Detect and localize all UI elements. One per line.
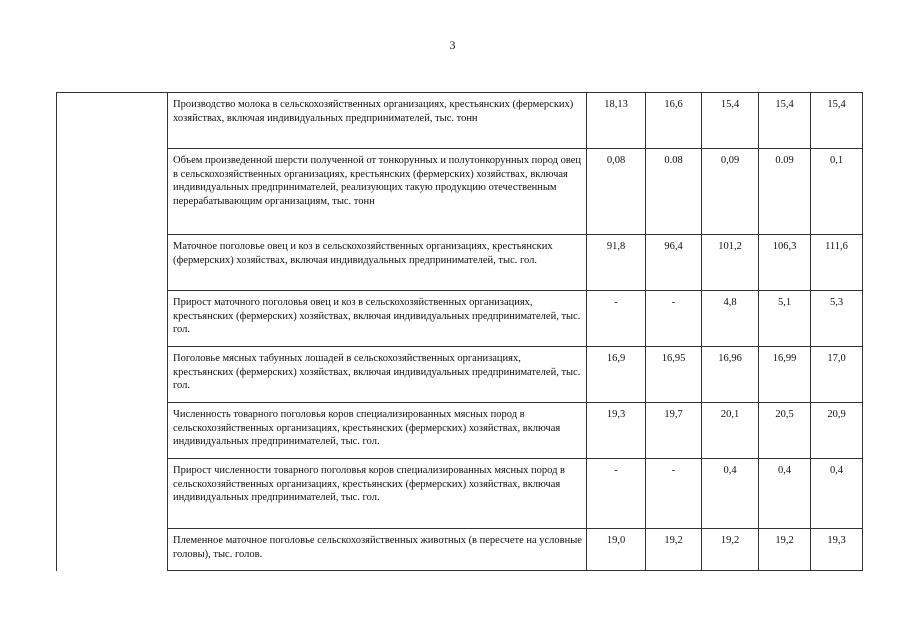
indicator-cell: Производство молока в сельскохозяйственных организациях, крестьянских (фермерских) хозяйствах, включая индивидуальных предпринимателей, тыс. тонн [168,93,587,149]
value-cell: 0.08 [646,149,702,235]
value-cell: 18,13 [587,93,646,149]
empty-left-column [57,93,168,571]
indicator-cell: Маточное поголовье овец и коз в сельскохозяйственных организациях, крестьянских (фермерских) хозяйствах, включая индивидуальных предпринимателей, тыс. гол. [168,235,587,291]
value-cell: 17,0 [811,347,863,403]
indicator-cell: Поголовье мясных табунных лошадей в сельскохозяйственных организациях, крестьянских (фермерских) хозяйствах, включая индивидуальных предпринимателей, тыс. гол. [168,347,587,403]
indicator-cell: Численность товарного поголовья коров специализированных мясных пород в сельскохозяйственных организациях, крестьянских (фермерских) хозяйствах, включая индивидуальных предпринимателей, тыс. гол. [168,403,587,459]
value-cell: 0,08 [587,149,646,235]
value-cell: 20,9 [811,403,863,459]
value-cell: 15,4 [811,93,863,149]
value-cell: 0,1 [811,149,863,235]
value-cell: - [587,291,646,347]
value-cell: 5,3 [811,291,863,347]
indicators-table [56,92,863,571]
table-row [57,347,863,403]
value-cell: 19,2 [759,529,811,571]
value-cell: 16,9 [587,347,646,403]
table-row [57,93,863,149]
value-cell: - [646,459,702,529]
value-cell: 4,8 [702,291,759,347]
value-cell: 91,8 [587,235,646,291]
value-cell: - [646,291,702,347]
table-row [57,291,863,347]
table-row [57,149,863,235]
indicators-table-body [57,93,863,571]
value-cell: 19,3 [811,529,863,571]
value-cell: 0,4 [759,459,811,529]
table-row [57,403,863,459]
value-cell: 111,6 [811,235,863,291]
value-cell: 16,6 [646,93,702,149]
value-cell: 15,4 [759,93,811,149]
value-cell: 96,4 [646,235,702,291]
value-cell: 20,1 [702,403,759,459]
value-cell: 19,3 [587,403,646,459]
value-cell: 19,2 [646,529,702,571]
indicator-cell: Объем произведенной шерсти полученной от тонкорунных и полутонкорунных пород овец в сельскохозяйственных организациях, крестьянских (фермерских) хозяйствах, включая индивидуальных предпринимателей, реализующих такую продукцию отечественным перерабатывающим организациям, тыс. тонн [168,149,587,235]
table-row [57,529,863,571]
value-cell: 0,4 [811,459,863,529]
value-cell: 19,7 [646,403,702,459]
value-cell: 106,3 [759,235,811,291]
indicator-cell: Племенное маточное поголовье сельскохозяйственных животных (в пересчете на условные головы), тыс. голов. [168,529,587,571]
value-cell: 16,95 [646,347,702,403]
indicator-cell: Прирост численности товарного поголовья коров специализированных мясных пород в сельскохозяйственных организациях, крестьянских (фермерских) хозяйствах, включая индивидуальных предпринимателей, тыс. гол. [168,459,587,529]
value-cell: 16,96 [702,347,759,403]
value-cell: 20,5 [759,403,811,459]
value-cell: - [587,459,646,529]
table-row [57,459,863,529]
value-cell: 5,1 [759,291,811,347]
value-cell: 16,99 [759,347,811,403]
value-cell: 0.09 [759,149,811,235]
value-cell: 101,2 [702,235,759,291]
value-cell: 19,0 [587,529,646,571]
value-cell: 0,09 [702,149,759,235]
page-number: 3 [449,38,456,52]
value-cell: 0,4 [702,459,759,529]
value-cell: 15,4 [702,93,759,149]
table-row [57,235,863,291]
value-cell: 19,2 [702,529,759,571]
indicator-cell: Прирост маточного поголовья овец и коз в сельскохозяйственных организациях, крестьянских (фермерских) хозяйствах, включая индивидуальных предпринимателей, тыс. гол. [168,291,587,347]
